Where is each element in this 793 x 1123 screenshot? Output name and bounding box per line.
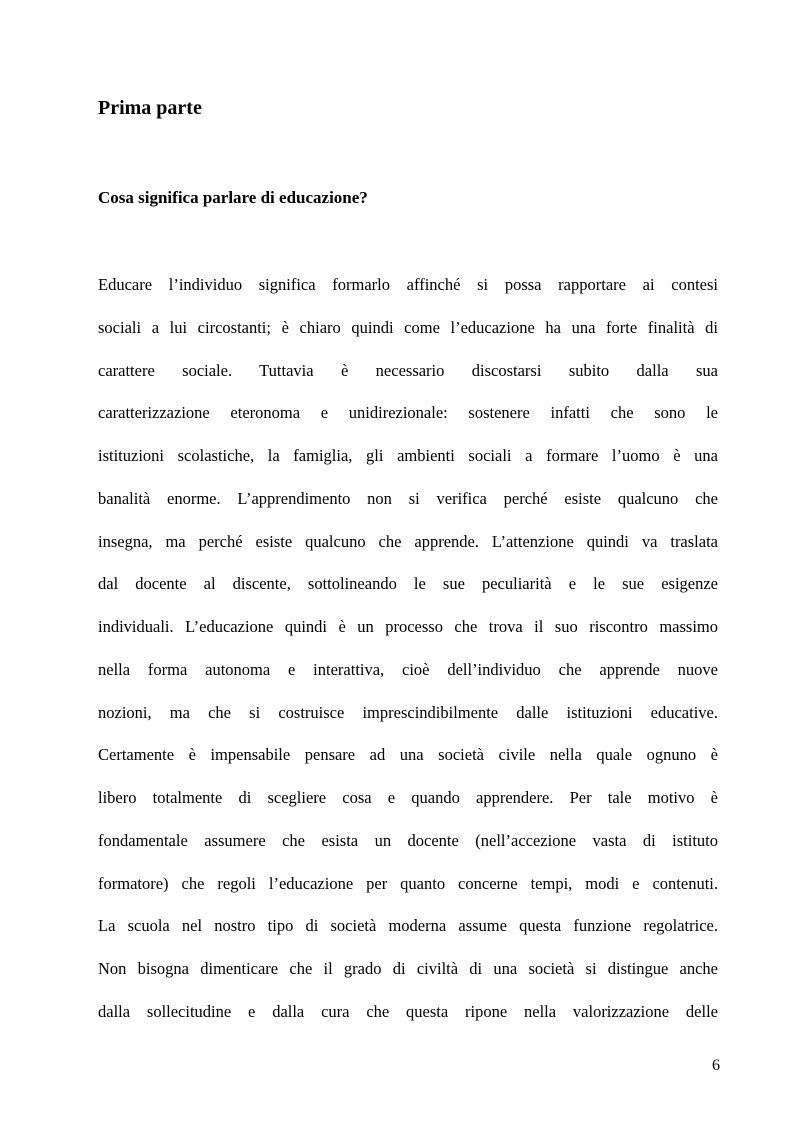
paragraph-line: nella forma autonoma e interattiva, cioè dell’individuo che apprende nuove [98,659,718,679]
body-paragraph [98,273,718,1043]
section-title: Cosa significa parlare di educazione? [98,188,368,207]
paragraph-line: dal docente al discente, sottolineando le sue peculiarità e le sue esigenze [98,574,718,594]
paragraph-line: Educare l’individuo significa formarlo affinché si possa rapportare ai contesi [98,275,718,294]
paragraph-line: carattere sociale. Tuttavia è necessario discostarsi subito dalla sua [98,360,718,380]
paragraph-line: libero totalmente di scegliere cosa e quando apprendere. Per tale motivo è [98,788,718,807]
paragraph-line: individuali. L’educazione quindi è un processo che trova il suo riscontro massimo [98,617,718,636]
paragraph-line: formatore) che regoli l’educazione per quanto concerne tempi, modi e contenuti. [98,873,718,893]
paragraph-line: caratterizzazione eteronoma e unidirezionale: sostenere infatti che sono le [98,403,718,423]
paragraph-line: dalla sollecitudine e dalla cura che questa ripone nella valorizzazione delle [98,1001,718,1021]
paragraph-line: istituzioni scolastiche, la famiglia, gli ambienti sociali a formare l’uomo è una [98,446,718,465]
paragraph-line: fondamentale assumere che esista un docente (nell’accezione vasta di istituto [98,830,718,850]
paragraph-line: La scuola nel nostro tipo di società moderna assume questa funzione regolatrice. [98,916,718,936]
page-number: 6 [712,1057,720,1074]
paragraph-line: Non bisogna dimenticare che il grado di civiltà di una società si distingue anche [98,959,718,978]
paragraph-line: insegna, ma perché esiste qualcuno che apprende. L’attenzione quindi va traslata [98,531,718,551]
paragraph-line: sociali a lui circostanti; è chiaro quindi come l’educazione ha una forte finalità di [98,317,718,337]
part-title: Prima parte [98,97,202,119]
paragraph-line: banalità enorme. L’apprendimento non si verifica perché esiste qualcuno che [98,488,718,508]
paragraph-line: nozioni, ma che si costruisce imprescindibilmente dalle istituzioni educative. [98,702,718,722]
paragraph-line: Certamente è impensabile pensare ad una società civile nella quale ognuno è [98,745,718,765]
